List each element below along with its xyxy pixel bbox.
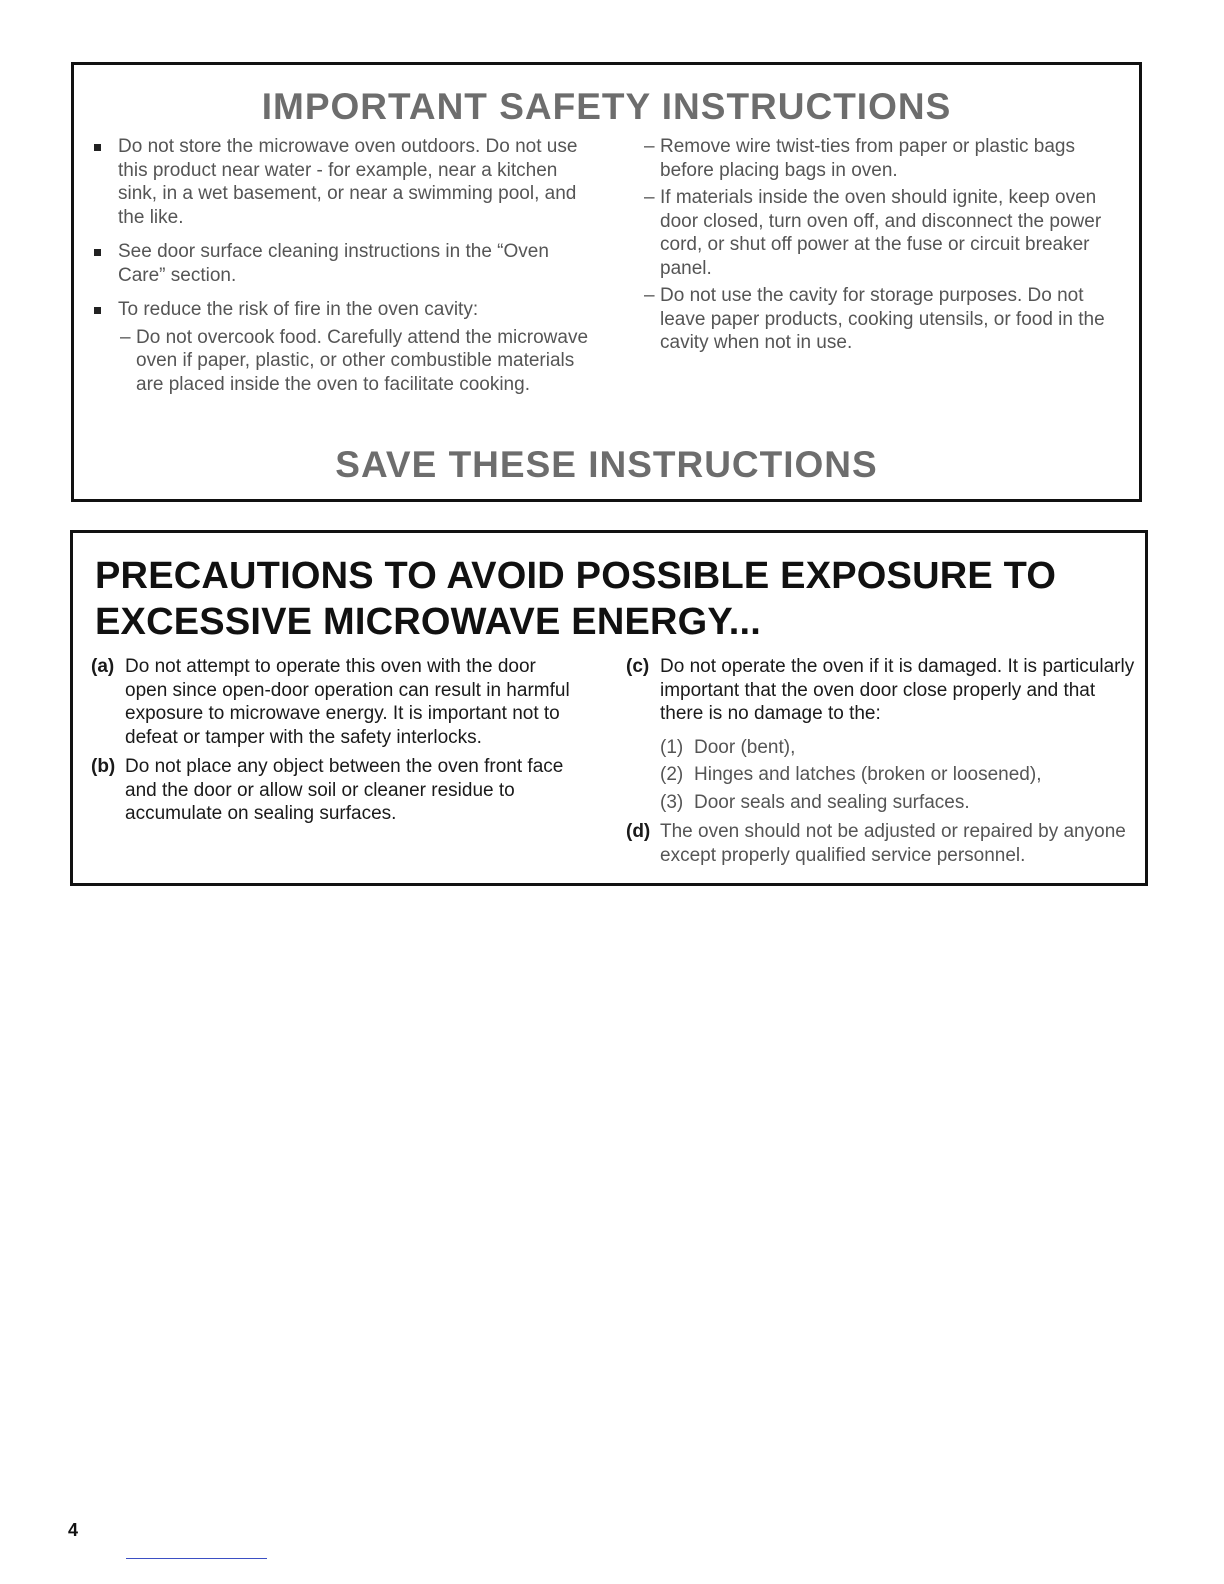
safety-instructions-box	[71, 62, 1142, 502]
dash-item: – Remove wire twist-ties from paper or plastic bags before placing bags in oven.	[644, 136, 1075, 181]
precaution-item: (d) The oven should not be adjusted or repaired by anyone except properly qualified service personnel.	[626, 821, 1126, 866]
sub-list-item: (3) Door seals and sealing surfaces.	[660, 791, 970, 813]
safety-left-column	[90, 135, 590, 400]
square-bullet-icon	[94, 249, 101, 256]
precautions-left-column	[91, 655, 581, 832]
dash-icon: –	[644, 285, 655, 306]
dash-item: – Do not overcook food. Carefully attend the microwave oven if paper, plastic, or other combustible materials are placed inside the oven to facilitate cooking.	[120, 326, 589, 395]
dash-icon: –	[644, 136, 655, 157]
precautions-right-column	[626, 655, 1136, 873]
precautions-box	[70, 530, 1148, 886]
square-bullet-icon	[94, 144, 101, 151]
square-bullet-icon	[94, 307, 101, 314]
precaution-item: (c) Do not operate the oven if it is damaged. It is particularly important that the oven door close properly and that there is no damage to the:	[626, 656, 1135, 724]
dash-icon: –	[644, 187, 655, 208]
damage-sub-list	[660, 736, 1136, 815]
precaution-item: (b) Do not place any object between the oven front face and the door or allow soil or cleaner residue to accumulate on sealing surfaces.	[91, 756, 564, 824]
sub-list-item: (2) Hinges and latches (broken or loosened),	[660, 764, 1042, 785]
precautions-title: PRECAUTIONS TO AVOID POSSIBLE EXPOSURE TO EXCESSIVE MICROWAVE ENERGY...	[95, 555, 1057, 643]
bullet-item: Do not store the microwave oven outdoors. Do not use this product near water - for example, near a kitchen sink, in a wet basement, or near a swimming pool, and the like.	[90, 135, 590, 229]
sub-list-item: (1) Door (bent),	[660, 736, 796, 758]
safety-right-column	[644, 135, 1124, 359]
save-instructions-heading: SAVE THESE INSTRUCTIONS	[335, 444, 878, 485]
bullet-item: See door surface cleaning instructions in the “Oven Care” section.	[90, 240, 590, 287]
dash-item: – If materials inside the oven should ignite, keep oven door closed, turn oven off, and disconnect the power cord, or shut off power at the fuse or circuit breaker panel.	[644, 187, 1102, 279]
page-number: 4	[68, 1520, 79, 1540]
dash-item: – Do not use the cavity for storage purposes. Do not leave paper products, cooking utensils, or food in the cavity when not in use.	[644, 285, 1105, 353]
footer-rule	[126, 1558, 267, 1559]
dash-icon: –	[120, 326, 131, 348]
bullet-item: To reduce the risk of fire in the oven cavity:	[90, 298, 590, 322]
precaution-item: (a) Do not attempt to operate this oven with the door open since open-door operation can result in harmful exposure to microwave energy. It is important not to defeat or tamper with the safety interlocks.	[91, 656, 570, 748]
safety-title: IMPORTANT SAFETY INSTRUCTIONS	[261, 86, 952, 127]
